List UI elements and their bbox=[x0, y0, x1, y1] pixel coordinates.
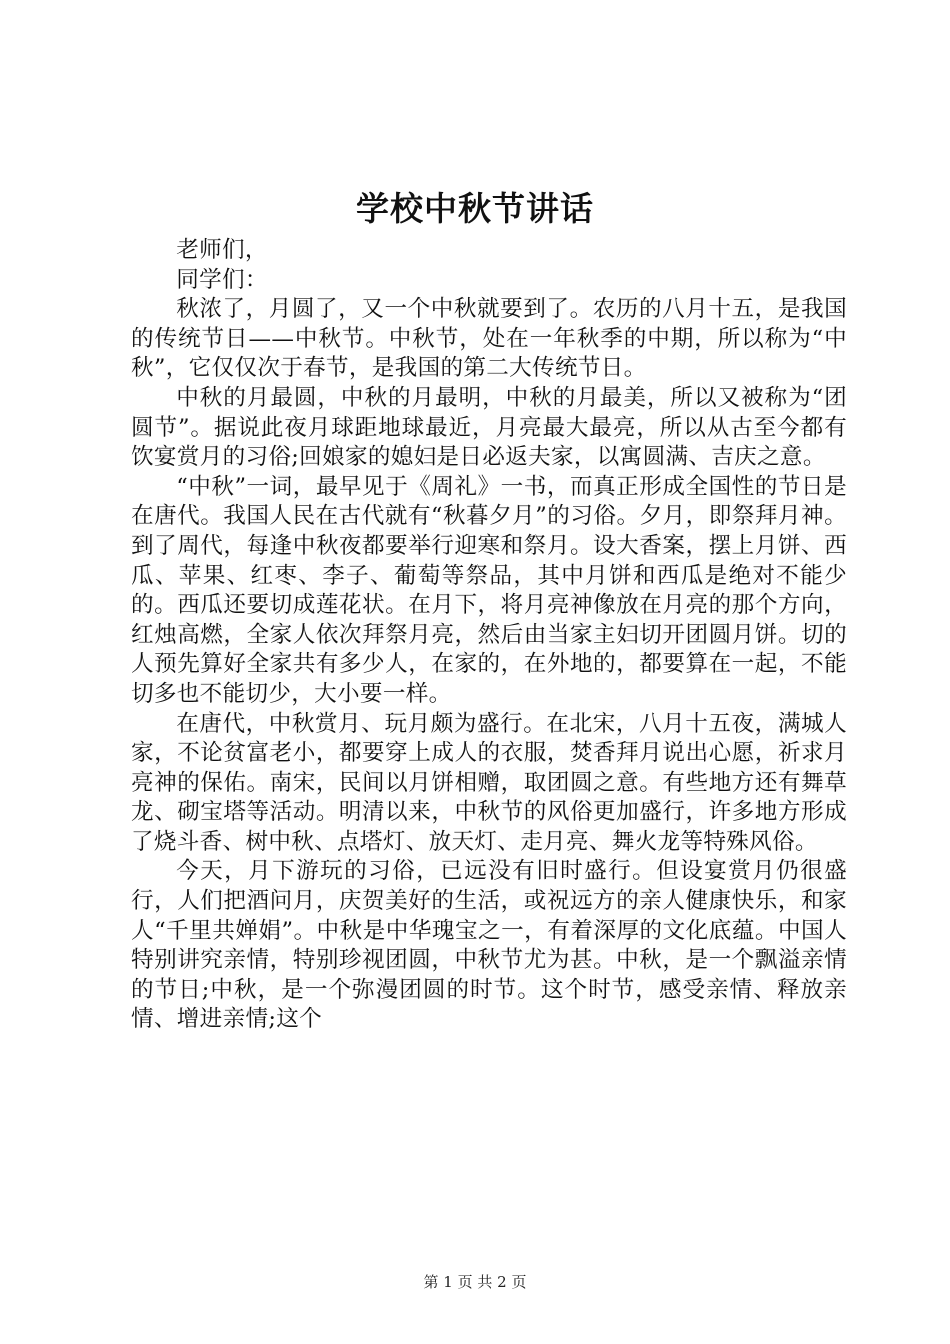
paragraph-5: 今天，月下游玩的习俗，已远没有旧时盛行。但设宴赏月仍很盛行，人们把酒问月，庆贺美好的生活，或祝远方的亲人健康快乐，和家人“千里共婵娟”。中秋是中华瑰宝之一，有着深厚的文化底蕴。中国人特别讲究亲情，特别珍视团圆，中秋节尤为甚。中秋，是一个飘溢亲情的节日;中秋，是一个弥漫团圆的时节。这个时节，感受亲情、释放亲情、增进亲情;这个 bbox=[131, 858, 847, 1033]
paragraph-2: 中秋的月最圆，中秋的月最明，中秋的月最美，所以又被称为“团圆节”。据说此夜月球距地球最近，月亮最大最亮，所以从古至今都有饮宴赏月的习俗;回娘家的媳妇是日必返夫家，以寓圆满、吉庆之意。 bbox=[131, 384, 847, 471]
paragraph-4: 在唐代，中秋赏月、玩月颇为盛行。在北宋，八月十五夜，满城人家，不论贫富老小，都要穿上成人的衣服，焚香拜月说出心愿，祈求月亮神的保佑。南宋，民间以月饼相赠，取团圆之意。有些地方还有舞草龙、砌宝塔等活动。明清以来，中秋节的风俗更加盛行，许多地方形成了烧斗香、树中秋、点塔灯、放天灯、走月亮、舞火龙等特殊风俗。 bbox=[131, 710, 847, 855]
paragraph-1: 秋浓了，月圆了，又一个中秋就要到了。农历的八月十五，是我国的传统节日——中秋节。中秋节，处在一年秋季的中期，所以称为“中秋”，它仅仅次于春节，是我国的第二大传统节日。 bbox=[131, 296, 847, 382]
document-body bbox=[131, 236, 847, 1035]
page-footer: 第 1 页 共 2 页 bbox=[423, 1273, 527, 1291]
salutation-students: 同学们： bbox=[176, 266, 268, 293]
paragraph-3: “中秋”一词，最早见于《周礼》一书，而真正形成全国性的节日是在唐代。我国人民在古代就有“秋暮夕月”的习俗。夕月，即祭拜月神。到了周代，每逢中秋夜都要举行迎寒和祭月。设大香案，摆上月饼、西瓜、苹果、红枣、李子、葡萄等祭品，其中月饼和西瓜是绝对不能少的。西瓜还要切成莲花状。在月下，将月亮神像放在月亮的那个方向，红烛高燃，全家人依次拜祭月亮，然后由当家主妇切开团圆月饼。切的人预先算好全家共有多少人，在家的，在外地的，都要算在一起，不能切多也不能切少，大小要一样。 bbox=[131, 473, 847, 707]
page-title: 学校中秋节讲话 bbox=[356, 189, 594, 228]
salutation-teachers: 老师们， bbox=[176, 237, 268, 263]
